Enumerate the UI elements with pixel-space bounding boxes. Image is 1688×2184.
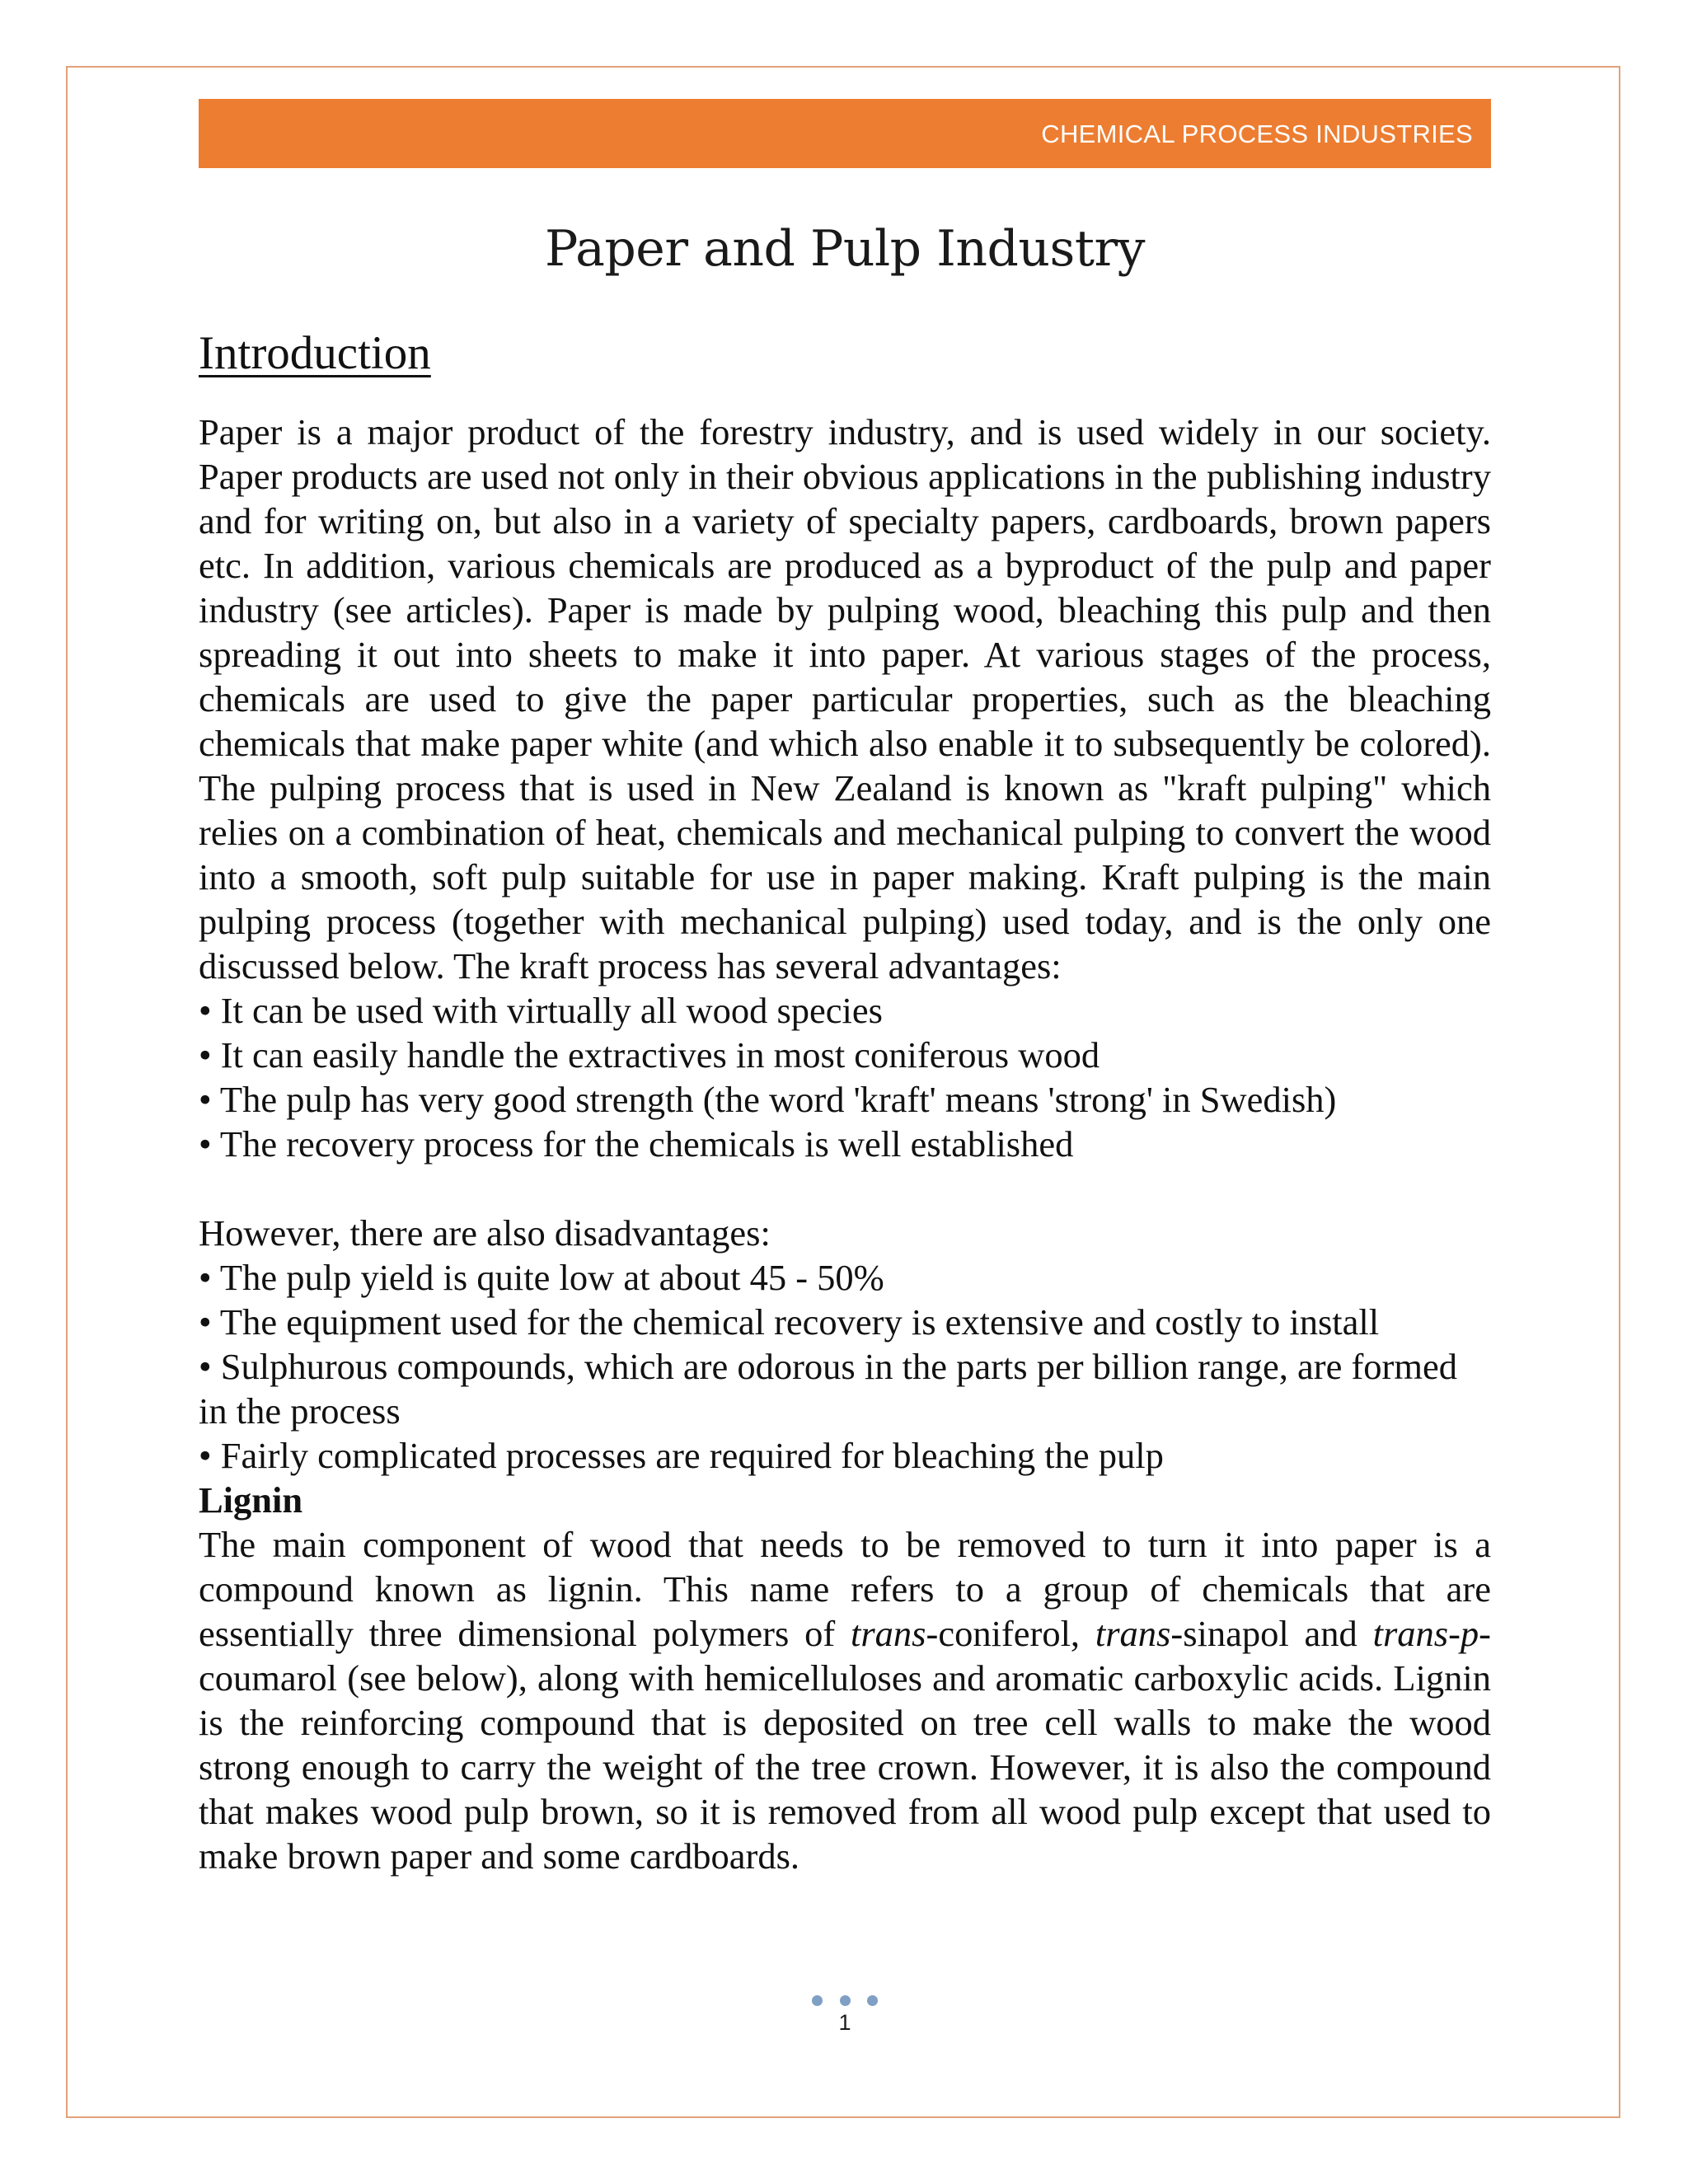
- footer-dots: [812, 1995, 878, 2007]
- page-number: 1: [838, 2010, 851, 2035]
- introduction-heading: Introduction: [199, 327, 431, 379]
- list-item: • The equipment used for the chemical recovery is extensive and costly to install: [199, 1301, 1380, 1343]
- footer-dot: [867, 1995, 878, 2006]
- footer-dot: [840, 1995, 851, 2006]
- intro-paragraph: Paper is a major product of the forestry industry, and is used widely in our society. Paper products are used not only in their obvious applications in the publishing industry and for writing on, but also in a variety of specialty papers, cardboards, brown papers etc. In addition, various chemicals are produced as a byproduct of the pulp and paper industry (see articles). Paper is made by pulping wood, bleaching this pulp and then spreading it out into sheets to make it into paper. At various stages of the process, chemicals are used to give the paper particular properties, such as the bleaching chemicals that make paper white (and which also enable it to subsequently be colored). The pulping process that is used in New Zealand is known as "kraft pulping" which relies on a combination of heat, chemicals and mechanical pulping to convert the wood into a smooth, soft pulp suitable for use in paper making. Kraft pulping is the main pulping process (together with mechanical pulping) used today, and is the only one discussed below. The kraft process has several advantages:: [199, 411, 1491, 987]
- disadvantages-section: [199, 1211, 1491, 1522]
- advantages-list: [199, 988, 1491, 1166]
- list-item: • It can be used with virtually all wood species: [199, 990, 883, 1031]
- disadvantages-intro: However, there are also disadvantages:: [199, 1212, 771, 1254]
- lignin-paragraph: The main component of wood that needs to be removed to turn it into paper is a compound known as lignin. This name refers to a group of chemicals that are essentially three dimensional polymers of trans-coniferol, trans-sinapol and trans-p-coumarol (see below), along with hemicelluloses and aromatic carboxylic acids. Lignin is the reinforcing compound that is deposited on tree cell walls to make the wood strong enough to carry the weight of the tree crown. However, it is also the compound that makes wood pulp brown, so it is removed from all wood pulp except that used to make brown paper and some cardboards.: [199, 1524, 1491, 1877]
- list-item: • Sulphurous compounds, which are odorous in the parts per billion range, are formed in the process: [199, 1346, 1457, 1432]
- footer-dot: [812, 1995, 823, 2006]
- header-band: [199, 99, 1491, 168]
- lignin-heading: Lignin: [199, 1479, 303, 1521]
- list-item: • The pulp has very good strength (the word 'kraft' means 'strong' in Swedish): [199, 1079, 1337, 1120]
- page-title: Paper and Pulp Industry: [544, 220, 1146, 278]
- list-item: • The recovery process for the chemicals is well established: [199, 1123, 1074, 1165]
- list-item: • The pulp yield is quite low at about 45 - 50%: [199, 1257, 884, 1298]
- list-item: • It can easily handle the extractives in most coniferous wood: [199, 1034, 1100, 1076]
- header-label: CHEMICAL PROCESS INDUSTRIES: [1041, 120, 1473, 148]
- list-item: • Fairly complicated processes are required for bleaching the pulp: [199, 1435, 1164, 1476]
